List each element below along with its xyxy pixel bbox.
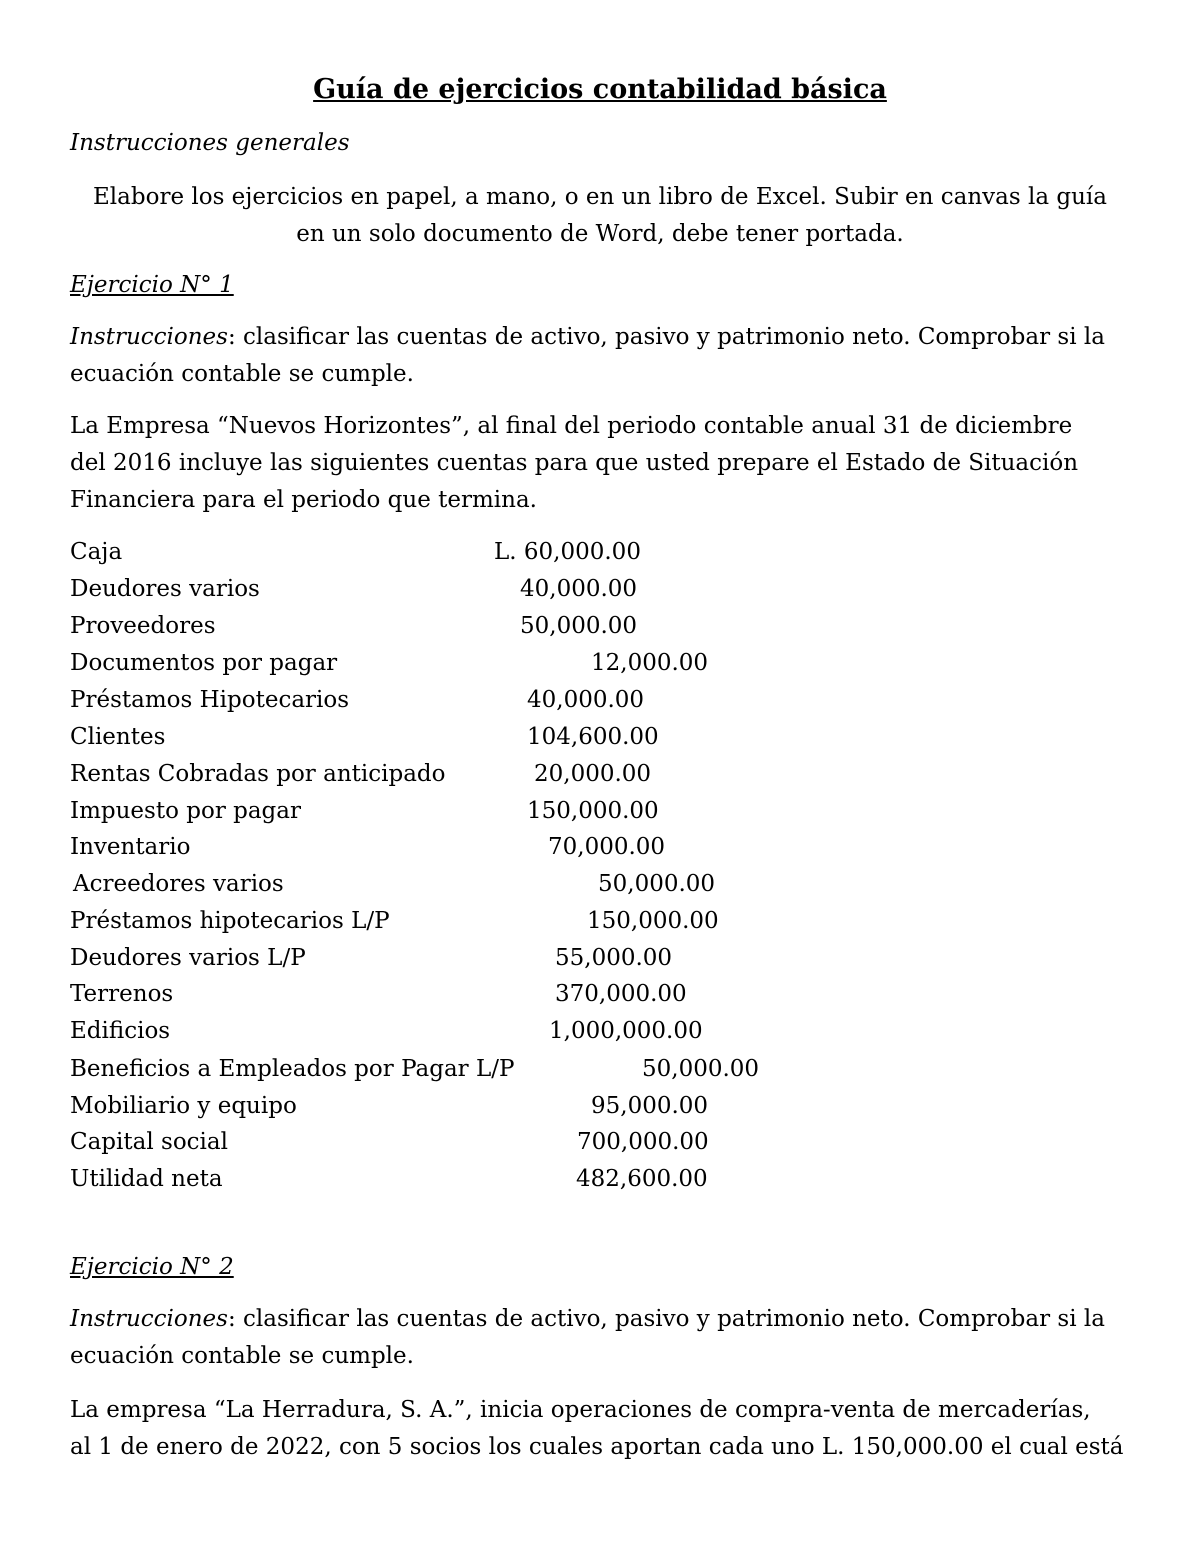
general-instructions-line: Elabore los ejercicios en papel, a mano, o en un libro de Excel. Subir en canvas la guía [93,184,1107,210]
account-name: Beneficios a Empleados por Pagar L/P [70,1056,515,1082]
account-name: Mobiliario y equipo [70,1093,297,1119]
account-amount: L. 60,000.00 [494,539,641,565]
account-amount: 150,000.00 [527,798,659,824]
account-name: Préstamos Hipotecarios [70,687,350,713]
account-amount: 20,000.00 [534,761,652,787]
account-name: Proveedores [70,613,216,639]
account-amount: 40,000.00 [520,576,638,602]
instructions-text: : clasificar las cuentas de activo, pasivo y patrimonio neto. Comprobar si la [227,1306,1105,1332]
account-name: Capital social [70,1129,228,1155]
account-name: Préstamos hipotecarios L/P [70,908,390,934]
account-amount: 482,600.00 [576,1166,708,1192]
exercise-1-paragraph-line: Financiera para el periodo que termina. [70,487,537,513]
account-name: Inventario [70,834,191,860]
account-amount: 700,000.00 [577,1129,709,1155]
account-amount: 370,000.00 [555,981,687,1007]
instructions-label: Instrucciones [70,324,228,350]
account-amount: 95,000.00 [591,1093,709,1119]
account-amount: 50,000.00 [642,1056,760,1082]
general-instructions-label: Instrucciones generales [70,130,350,156]
account-name: Impuesto por pagar [70,798,301,824]
account-name: Deudores varios L/P [70,945,306,971]
instructions-text: : clasificar las cuentas de activo, pasivo y patrimonio neto. Comprobar si la [227,324,1105,350]
account-name: Terrenos [70,981,174,1007]
exercise-1-instructions [70,326,1105,349]
exercise-2-instructions-cont: ecuación contable se cumple. [70,1343,414,1369]
account-name: Edificios [70,1018,171,1044]
exercise-2-paragraph-line: al 1 de enero de 2022, con 5 socios los cuales aportan cada uno L. 150,000.00 el cual está [70,1434,1124,1460]
account-name: Utilidad neta [70,1166,223,1192]
instructions-label: Instrucciones [70,1306,228,1332]
account-amount: 12,000.00 [591,650,709,676]
document-title: Guía de ejercicios contabilidad básica [313,74,887,105]
account-amount: 50,000.00 [598,871,716,897]
general-instructions-line: en un solo documento de Word, debe tener portada. [296,221,904,247]
exercise-1-paragraph-line: La Empresa “Nuevos Horizontes”, al final del periodo contable anual 31 de diciembre [70,413,1073,439]
account-name: Clientes [70,724,166,750]
account-name: Acreedores varios [73,871,284,897]
account-amount: 150,000.00 [587,908,719,934]
exercise-1-paragraph-line: del 2016 incluye las siguientes cuentas para que usted prepare el Estado de Situación [70,450,1079,476]
account-amount: 70,000.00 [548,834,666,860]
account-amount: 40,000.00 [527,687,645,713]
account-name: Deudores varios [70,576,260,602]
account-name: Caja [70,539,123,565]
exercise-2-instructions [70,1308,1105,1331]
exercise-1-heading: Ejercicio N° 1 [70,272,234,298]
account-name: Rentas Cobradas por anticipado [70,761,446,787]
account-amount: 50,000.00 [520,613,638,639]
account-amount: 55,000.00 [555,945,673,971]
account-amount: 1,000,000.00 [549,1018,703,1044]
account-name: Documentos por pagar [70,650,338,676]
exercise-2-paragraph-line: La empresa “La Herradura, S. A.”, inicia operaciones de compra-venta de mercaderías, [70,1397,1091,1423]
exercise-2-heading: Ejercicio N° 2 [70,1254,234,1280]
account-amount: 104,600.00 [527,724,659,750]
exercise-1-instructions-cont: ecuación contable se cumple. [70,361,414,387]
